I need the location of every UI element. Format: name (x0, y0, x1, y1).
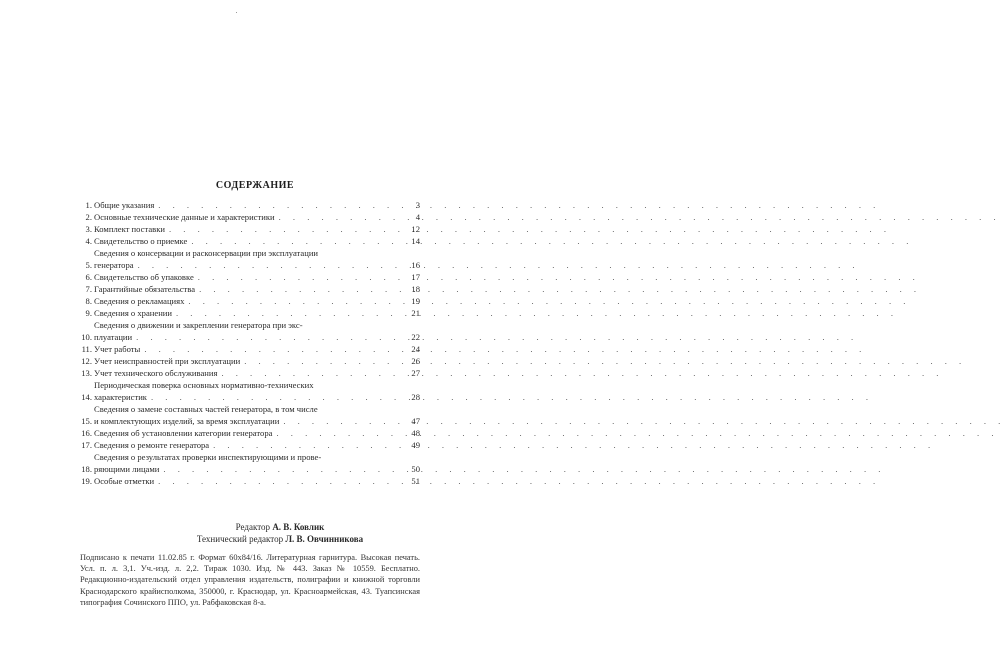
toc-heading: СОДЕРЖАНИЕ (215, 180, 295, 191)
toc-item (80, 295, 420, 307)
toc-item-page: 47 (411, 416, 420, 426)
toc-leader-dots (132, 331, 858, 343)
scan-speck (236, 12, 237, 13)
toc-item-page: 49 (411, 440, 420, 450)
tech-editor-line (150, 533, 410, 545)
toc-item-page: 19 (411, 296, 420, 306)
toc-item-number: 9. (85, 308, 92, 318)
toc-item-number: 11. (81, 344, 92, 354)
tech-editor-name: Л. В. Овчинникова (285, 534, 364, 544)
toc-item-title: Общие указания (94, 200, 155, 210)
toc-leader-dots (279, 415, 1005, 427)
toc-item-title: Сведения о хранении (94, 308, 172, 318)
credits (150, 521, 410, 545)
toc-item-title-line1: Сведения о результатах проверки инспектирующими и прове- (94, 452, 322, 462)
toc-item (80, 475, 420, 487)
toc-item-title: Основные технические данные и характеристики (94, 212, 275, 222)
toc-item-number: 7. (85, 284, 92, 294)
toc-leader-dots (159, 463, 885, 475)
toc-leader-dots (187, 235, 913, 247)
toc-leader-dots (172, 307, 898, 319)
toc-item (80, 343, 420, 355)
toc-item-number: 13. (81, 368, 92, 378)
toc-leader-dots (195, 283, 921, 295)
toc-item-page: 12 (411, 224, 420, 234)
toc-item-title: и комплектующих изделий, за время эксплуатации (94, 416, 280, 426)
toc-item-number: 6. (85, 272, 92, 282)
toc-item (80, 403, 420, 427)
toc-item-number: 12. (81, 356, 92, 366)
toc-item-page: 3 (415, 200, 420, 210)
toc-item (80, 211, 420, 223)
toc-item-page: 26 (411, 356, 420, 366)
toc-leader-dots (209, 439, 935, 451)
toc-item-title: Сведения о рекламациях (94, 296, 185, 306)
toc-item-title: плуатации (94, 332, 133, 342)
colophon (80, 552, 420, 608)
toc-item-title: Учет работы (94, 344, 141, 354)
toc-item-title-line1: Сведения о консервации и расконсервации при эксплуатации (94, 248, 319, 258)
toc-item-number: 15. (81, 416, 92, 426)
toc-leader-dots (140, 343, 866, 355)
toc-item-number: 8. (85, 296, 92, 306)
toc-item-title: Сведения о ремонте генератора (94, 440, 210, 450)
toc-leader-dots (240, 355, 966, 367)
toc-item-page: 17 (411, 272, 420, 282)
toc-item-number: 4. (85, 236, 92, 246)
toc-item (80, 355, 420, 367)
toc-item-number: 14. (81, 392, 92, 402)
toc-item (80, 451, 420, 475)
toc-item (80, 367, 420, 379)
editor-line (150, 521, 410, 533)
toc-item-number: 16. (81, 428, 92, 438)
toc-leader-dots (275, 211, 1001, 223)
toc-item (80, 319, 420, 343)
toc-item (80, 223, 420, 235)
toc-item-page: 4 (415, 212, 420, 222)
tech-editor-label: Технический редактор (196, 534, 284, 544)
toc-item-title: Особые отметки (94, 476, 155, 486)
toc-item-number: 5. (85, 260, 92, 270)
toc-item (80, 247, 420, 271)
toc-item-title: Учет технического обслуживания (94, 368, 218, 378)
toc-item (80, 235, 420, 247)
toc-item-title: Свидетельство об упаковке (94, 272, 194, 282)
toc-item-title: генератора (94, 260, 134, 270)
toc-leader-dots (165, 223, 891, 235)
toc-item-number: 3. (85, 224, 92, 234)
toc-item-number: 10. (81, 332, 92, 342)
toc-leader-dots (154, 475, 880, 487)
toc-item-page: 28 (411, 392, 420, 402)
toc-item (80, 199, 420, 211)
toc-item-page: 27 (411, 368, 420, 378)
toc-item-title: ряющими лицами (94, 464, 160, 474)
toc-item-title-line1: Сведения о замене составных частей генератора, в том числе (94, 404, 318, 414)
toc-item-number: 2. (85, 212, 92, 222)
toc-item-page: 48 (411, 428, 420, 438)
toc-item-title-line1: Периодическая поверка основных нормативно-технических (94, 380, 314, 390)
toc-item-title: Гарантийные обязательства (94, 284, 196, 294)
toc-item-page: 18 (411, 284, 420, 294)
toc-item-number: 17. (81, 440, 92, 450)
toc-item (80, 271, 420, 283)
toc-item (80, 439, 420, 451)
toc-item (80, 283, 420, 295)
toc-item-page: 22 (411, 332, 420, 342)
colophon-text: Подписано к печати 11.02.85 г. Формат 60х84/16. Литературная гарнитура. Высокая печать. Усл. п. л. 3,1. Уч.-изд. л. 2,2. Тираж 1030. Изд. № 443. Заказ № 10559. Бесплатно. Редакционно-издательский отдел управления издательств, полиграфии и книжной торговли Краснодарского крайисполкома, 350000, г. Краснодар, ул. Красноармейская, 43. Туапсинская типография Сочинского ППО, ул. Рабфаковская 8-а. (80, 553, 420, 607)
toc-item-title: характеристик (94, 392, 147, 402)
toc-leader-dots (194, 271, 920, 283)
toc-item-title: Комплект поставки (94, 224, 165, 234)
toc-item-number: 18. (81, 464, 92, 474)
toc-item-page: 21 (411, 308, 420, 318)
toc-item-page: 50 (411, 464, 420, 474)
toc-item (80, 427, 420, 439)
toc-leader-dots (134, 259, 860, 271)
toc-item (80, 379, 420, 403)
toc-item (80, 307, 420, 319)
toc-item-number: 1. (85, 200, 92, 210)
editor-name: А. В. Ковлик (272, 522, 325, 532)
toc-leader-dots (154, 199, 880, 211)
toc-item-page: 16 (411, 260, 420, 270)
toc-item-title: Свидетельство о приемке (94, 236, 188, 246)
editor-label: Редактор (235, 522, 271, 532)
toc-item-page: 14 (411, 236, 420, 246)
toc-item-title-line1: Сведения о движении и закреплении генератора при экс- (94, 320, 303, 330)
toc-leader-dots (147, 391, 873, 403)
table-of-contents (80, 199, 420, 487)
toc-item-page: 51 (411, 476, 420, 486)
toc-item-title: Сведения об установлении категории генератора (94, 428, 273, 438)
toc-item-number: 19. (81, 476, 92, 486)
toc-item-title: Учет неисправностей при эксплуатации (94, 356, 241, 366)
toc-leader-dots (184, 295, 910, 307)
toc-item-page: 24 (411, 344, 420, 354)
toc-leader-dots (217, 367, 943, 379)
toc-leader-dots (272, 427, 998, 439)
